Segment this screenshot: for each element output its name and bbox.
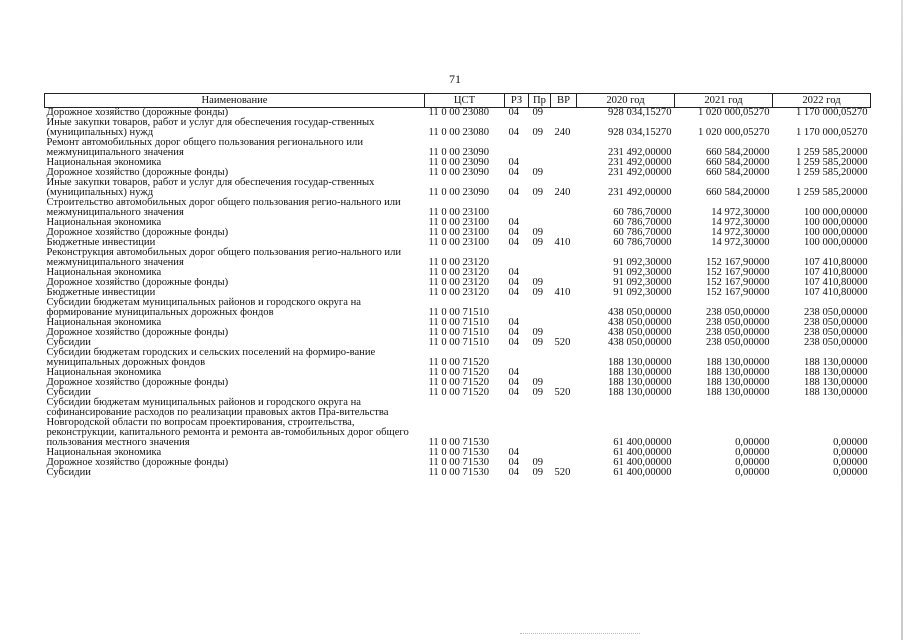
- cell-rz: 04: [508, 337, 520, 348]
- header-pr: Пр: [529, 94, 551, 108]
- cell-cst: 11 0 00 71510: [428, 307, 490, 318]
- cell-vr: 520: [554, 467, 571, 478]
- cell-vr: [551, 198, 577, 218]
- cell-cst: 11 0 00 71530: [428, 457, 490, 468]
- cell-name: Национальная экономика: [46, 367, 162, 378]
- cell-name: Национальная экономика: [46, 317, 162, 328]
- cell-name: Дорожное хозяйство (дорожные фонды): [46, 327, 229, 338]
- cell-2022: 238 050,00000: [803, 307, 868, 318]
- cell-2021: 14 972,30000: [711, 227, 770, 238]
- cell-2020: 60 786,70000: [613, 217, 672, 228]
- cell-2022: 100 000,00000: [803, 237, 868, 248]
- cell-rz: [505, 138, 529, 158]
- cell-rz: 04: [508, 377, 520, 388]
- cell-cst: 11 0 00 71530: [428, 467, 490, 478]
- header-name: Наименование: [45, 94, 425, 108]
- cell-pr: 09: [532, 467, 544, 478]
- cell-2021: 188 130,00000: [705, 367, 770, 378]
- cell-2021: 238 050,00000: [705, 317, 770, 328]
- cell-2020: 61 400,00000: [613, 457, 672, 468]
- cell-2022: 107 410,80000: [803, 287, 868, 298]
- cell-vr: [551, 398, 577, 448]
- cell-name: Ремонт автомобильных дорог общего пользования регионального или межмуниципального значения: [46, 137, 363, 158]
- cell-vr: [551, 158, 577, 168]
- cell-cst: 11 0 00 23120: [428, 257, 490, 268]
- cell-2022: 238 050,00000: [803, 317, 868, 328]
- cell-rz: 04: [508, 237, 520, 248]
- cell-cst: 11 0 00 23080: [428, 107, 490, 118]
- cell-2021: 188 130,00000: [705, 357, 770, 368]
- cell-cst: 11 0 00 71530: [428, 437, 490, 448]
- cell-2020: 231 492,00000: [607, 157, 672, 168]
- cell-2020: 231 492,00000: [607, 167, 672, 178]
- cell-pr: 09: [532, 127, 544, 138]
- cell-name: Дорожное хозяйство (дорожные фонды): [46, 277, 229, 288]
- cell-cst: 11 0 00 23120: [428, 267, 490, 278]
- cell-vr: 520: [554, 337, 571, 348]
- cell-vr: [551, 448, 577, 458]
- table-row: [45, 198, 871, 218]
- cell-rz: 04: [508, 277, 520, 288]
- cell-2021: 0,00000: [735, 447, 770, 458]
- cell-cst: 11 0 00 23120: [428, 287, 490, 298]
- cell-2020: 438 050,00000: [607, 307, 672, 318]
- cell-cst: 11 0 00 23100: [428, 237, 490, 248]
- cell-cst: 11 0 00 23090: [428, 147, 490, 158]
- cell-vr: [551, 318, 577, 328]
- cell-2020: 928 034,15270: [607, 127, 672, 138]
- cell-vr: [551, 248, 577, 268]
- cell-2020: 91 092,30000: [613, 287, 672, 298]
- header-rz: РЗ: [505, 94, 529, 108]
- cell-2020: 438 050,00000: [607, 317, 672, 328]
- cell-vr: [551, 108, 577, 119]
- cell-pr: [529, 248, 551, 268]
- header-2022: 2022 год: [773, 94, 871, 108]
- cell-rz: 04: [508, 107, 520, 118]
- table-row: [45, 468, 871, 478]
- cell-2022: 1 259 585,20000: [795, 157, 868, 168]
- cell-cst: 11 0 00 23080: [428, 127, 490, 138]
- cell-2020: 91 092,30000: [613, 257, 672, 268]
- cell-rz: [505, 348, 529, 368]
- cell-rz: 04: [508, 467, 520, 478]
- cell-cst: 11 0 00 71510: [428, 317, 490, 328]
- cell-2022: 0,00000: [833, 437, 868, 448]
- cell-cst: 11 0 00 23090: [428, 167, 490, 178]
- cell-rz: 04: [508, 167, 520, 178]
- cell-2020: 438 050,00000: [607, 327, 672, 338]
- scan-marks: [520, 633, 640, 636]
- cell-2021: 0,00000: [735, 467, 770, 478]
- cell-pr: 09: [532, 377, 544, 388]
- cell-name: Иные закупки товаров, работ и услуг для обеспечения государ-ственных (муниципальных) нужд: [46, 117, 375, 138]
- table-row: [45, 178, 871, 198]
- cell-2021: 238 050,00000: [705, 307, 770, 318]
- cell-vr: [551, 138, 577, 158]
- cell-cst: 11 0 00 23100: [428, 227, 490, 238]
- cell-cst: 11 0 00 23100: [428, 207, 490, 218]
- cell-rz: 04: [508, 157, 520, 168]
- cell-2022: 107 410,80000: [803, 277, 868, 288]
- cell-rz: 04: [508, 457, 520, 468]
- cell-2022: 1 170 000,05270: [795, 107, 868, 118]
- cell-2021: 188 130,00000: [705, 387, 770, 398]
- cell-name: Субсидии бюджетам городских и сельских поселений на формиро-вание муниципальных дорожных фондов: [46, 347, 376, 368]
- cell-pr: 09: [532, 227, 544, 238]
- cell-2021: 0,00000: [735, 457, 770, 468]
- cell-2022: 1 259 585,20000: [795, 147, 868, 158]
- cell-name: Дорожное хозяйство (дорожные фонды): [46, 227, 229, 238]
- cell-cst: 11 0 00 23120: [428, 277, 490, 288]
- cell-2021: 0,00000: [735, 437, 770, 448]
- cell-rz: [505, 298, 529, 318]
- cell-name: Субсидии: [46, 337, 91, 348]
- cell-2020: 60 786,70000: [613, 227, 672, 238]
- cell-rz: 04: [508, 227, 520, 238]
- cell-2021: 660 584,20000: [705, 157, 770, 168]
- cell-2022: 1 259 585,20000: [795, 187, 868, 198]
- cell-2021: 238 050,00000: [705, 327, 770, 338]
- cell-2020: 61 400,00000: [613, 467, 672, 478]
- cell-name: Национальная экономика: [46, 447, 162, 458]
- table-header-row: [45, 94, 871, 108]
- cell-2021: 14 972,30000: [711, 217, 770, 228]
- cell-2021: 1 020 000,05270: [697, 107, 770, 118]
- cell-name: Субсидии: [46, 467, 91, 478]
- cell-2021: 660 584,20000: [705, 167, 770, 178]
- cell-2022: 238 050,00000: [803, 337, 868, 348]
- cell-name: Национальная экономика: [46, 157, 162, 168]
- cell-2020: 60 786,70000: [613, 237, 672, 248]
- cell-2022: 0,00000: [833, 447, 868, 458]
- cell-vr: 520: [554, 387, 571, 398]
- cell-cst: 11 0 00 71510: [428, 337, 490, 348]
- cell-vr: 240: [554, 127, 571, 138]
- header-vr: ВР: [551, 94, 577, 108]
- cell-rz: 04: [508, 287, 520, 298]
- cell-name: Бюджетные инвестиции: [46, 287, 156, 298]
- cell-pr: 09: [532, 457, 544, 468]
- cell-vr: [551, 168, 577, 178]
- cell-name: Дорожное хозяйство (дорожные фонды): [46, 167, 229, 178]
- table-row: [45, 348, 871, 368]
- cell-name: Строительство автомобильных дорог общего пользования регио-нального или межмуниципального значения: [46, 197, 401, 218]
- cell-rz: 04: [508, 187, 520, 198]
- cell-2020: 188 130,00000: [607, 377, 672, 388]
- cell-2021: 14 972,30000: [711, 237, 770, 248]
- cell-rz: 04: [508, 217, 520, 228]
- cell-2022: 0,00000: [833, 467, 868, 478]
- cell-vr: 240: [554, 187, 571, 198]
- cell-2022: 100 000,00000: [803, 217, 868, 228]
- cell-rz: 04: [508, 267, 520, 278]
- cell-2021: 660 584,20000: [705, 187, 770, 198]
- cell-rz: 04: [508, 447, 520, 458]
- cell-2022: 188 130,00000: [803, 377, 868, 388]
- cell-name: Национальная экономика: [46, 217, 162, 228]
- cell-2021: 152 167,90000: [705, 267, 770, 278]
- cell-pr: 09: [532, 337, 544, 348]
- cell-cst: 11 0 00 71530: [428, 447, 490, 458]
- cell-pr: [529, 138, 551, 158]
- cell-2020: 61 400,00000: [613, 437, 672, 448]
- header-cst: ЦСТ: [425, 94, 505, 108]
- cell-2020: 188 130,00000: [607, 387, 672, 398]
- cell-cst: 11 0 00 71520: [428, 377, 490, 388]
- cell-rz: 04: [508, 327, 520, 338]
- header-2020: 2020 год: [577, 94, 675, 108]
- cell-name: Бюджетные инвестиции: [46, 237, 156, 248]
- cell-2022: 188 130,00000: [803, 357, 868, 368]
- cell-cst: 11 0 00 71520: [428, 357, 490, 368]
- cell-pr: [529, 348, 551, 368]
- cell-2020: 231 492,00000: [607, 147, 672, 158]
- cell-pr: [529, 298, 551, 318]
- cell-2021: 14 972,30000: [711, 207, 770, 218]
- cell-cst: 11 0 00 23090: [428, 187, 490, 198]
- cell-name: Дорожное хозяйство (дорожные фонды): [46, 107, 229, 118]
- cell-vr: 410: [554, 237, 571, 248]
- cell-2021: 1 020 000,05270: [697, 127, 770, 138]
- cell-rz: 04: [508, 367, 520, 378]
- scan-edge: [901, 0, 903, 640]
- cell-2020: 91 092,30000: [613, 277, 672, 288]
- cell-2022: 100 000,00000: [803, 227, 868, 238]
- table-body: [45, 108, 871, 479]
- cell-pr: 09: [532, 107, 544, 118]
- cell-2020: 91 092,30000: [613, 267, 672, 278]
- cell-pr: [529, 398, 551, 448]
- table-row: [45, 398, 871, 448]
- cell-name: Субсидии: [46, 387, 91, 398]
- table-row: [45, 138, 871, 158]
- cell-name: Дорожное хозяйство (дорожные фонды): [46, 377, 229, 388]
- cell-2020: 928 034,15270: [607, 107, 672, 118]
- cell-2022: 238 050,00000: [803, 327, 868, 338]
- cell-2021: 152 167,90000: [705, 257, 770, 268]
- cell-vr: [551, 348, 577, 368]
- cell-vr: [551, 218, 577, 228]
- cell-2022: 107 410,80000: [803, 267, 868, 278]
- cell-2020: 438 050,00000: [607, 337, 672, 348]
- cell-2022: 1 170 000,05270: [795, 127, 868, 138]
- cell-2022: 188 130,00000: [803, 367, 868, 378]
- cell-2021: 152 167,90000: [705, 277, 770, 288]
- cell-cst: 11 0 00 23100: [428, 217, 490, 228]
- cell-2020: 188 130,00000: [607, 357, 672, 368]
- cell-pr: 09: [532, 277, 544, 288]
- cell-rz: [505, 248, 529, 268]
- cell-pr: 09: [532, 237, 544, 248]
- budget-table: [44, 93, 871, 478]
- cell-pr: 09: [532, 387, 544, 398]
- cell-2021: 188 130,00000: [705, 377, 770, 388]
- cell-name: Реконструкция автомобильных дорог общего пользования регио-нального или межмуниципального значения: [46, 247, 402, 268]
- cell-pr: 09: [532, 327, 544, 338]
- table-row: [45, 248, 871, 268]
- cell-2022: 0,00000: [833, 457, 868, 468]
- cell-cst: 11 0 00 71520: [428, 367, 490, 378]
- cell-rz: 04: [508, 387, 520, 398]
- cell-cst: 11 0 00 71520: [428, 387, 490, 398]
- cell-2022: 1 259 585,20000: [795, 167, 868, 178]
- cell-name: Субсидии бюджетам муниципальных районов и городского округа на софинансирование расходов по реализации правовых актов Пра-вительства Новгородской области по вопросам проектирования, строительства, реконструкции, капитального ремонта и ремонта ав-томобильных дорог общего пользования местного значения: [46, 397, 409, 448]
- cell-name: Национальная экономика: [46, 267, 162, 278]
- cell-vr: [551, 268, 577, 278]
- cell-name: Иные закупки товаров, работ и услуг для обеспечения государ-ственных (муниципальных) нужд: [46, 177, 375, 198]
- cell-2020: 60 786,70000: [613, 207, 672, 218]
- header-2021: 2021 год: [675, 94, 773, 108]
- cell-pr: 09: [532, 187, 544, 198]
- cell-2020: 188 130,00000: [607, 367, 672, 378]
- cell-rz: 04: [508, 317, 520, 328]
- cell-vr: [551, 298, 577, 318]
- cell-2022: 188 130,00000: [803, 387, 868, 398]
- cell-2021: 238 050,00000: [705, 337, 770, 348]
- table-row: [45, 298, 871, 318]
- cell-2022: 107 410,80000: [803, 257, 868, 268]
- cell-pr: 09: [532, 287, 544, 298]
- cell-2020: 61 400,00000: [613, 447, 672, 458]
- cell-2020: 231 492,00000: [607, 187, 672, 198]
- cell-name: Дорожное хозяйство (дорожные фонды): [46, 457, 229, 468]
- cell-rz: 04: [508, 127, 520, 138]
- page-number: 71: [449, 72, 461, 86]
- cell-2021: 152 167,90000: [705, 287, 770, 298]
- cell-cst: 11 0 00 23090: [428, 157, 490, 168]
- cell-rz: [505, 398, 529, 448]
- cell-rz: [505, 198, 529, 218]
- cell-pr: 09: [532, 167, 544, 178]
- table-row: [45, 118, 871, 138]
- cell-vr: [551, 368, 577, 378]
- cell-2022: 100 000,00000: [803, 207, 868, 218]
- cell-cst: 11 0 00 71510: [428, 327, 490, 338]
- cell-pr: [529, 198, 551, 218]
- cell-name: Субсидии бюджетам муниципальных районов и городского округа на формирование муниципальных дорожных фондов: [46, 297, 361, 318]
- cell-vr: 410: [554, 287, 571, 298]
- cell-2021: 660 584,20000: [705, 147, 770, 158]
